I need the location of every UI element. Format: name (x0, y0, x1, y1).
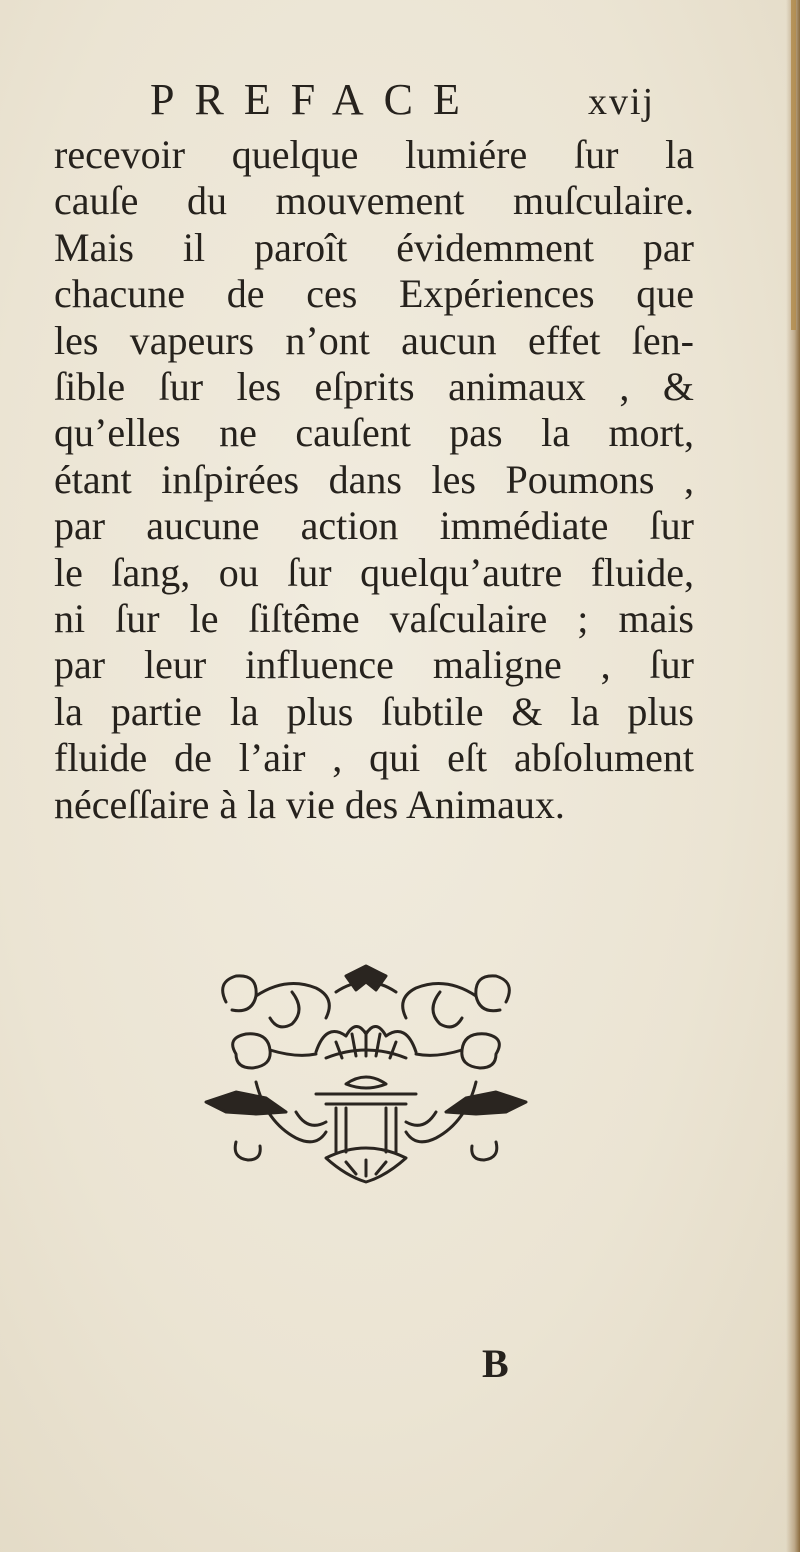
body-text (54, 132, 694, 828)
text-line: par aucune action immédiate ſur (54, 503, 694, 549)
running-title: PREFACE (150, 75, 480, 124)
text-line: le ſang, ou ſur quelqu’autre fluide, (54, 549, 694, 595)
text-line: Mais il paroît évidemment par (54, 224, 694, 270)
page-header (150, 70, 690, 130)
page-edge-binding (791, 0, 796, 330)
text-line: néceſſaire à la vie des Animaux. (54, 781, 565, 827)
text-line: par leur influence maligne , ſur (54, 642, 694, 688)
text-line: ſible ſur les eſprits animaux , & (54, 364, 694, 410)
text-line: étant inſpirées dans les Poumons , (54, 456, 694, 502)
floral-tailpiece-ornament-icon (196, 962, 536, 1200)
text-line: ni ſur le ſiſtême vaſculaire ; mais (54, 596, 694, 642)
text-line: chacune de ces Expériences que (54, 271, 694, 317)
text-line: qu’elles ne cauſent pas la mort, (54, 410, 694, 456)
signature-mark: B (482, 1341, 509, 1386)
text-line: cauſe du mouvement muſculaire. (54, 178, 694, 224)
text-line: recevoir quelque lumiére ſur la (54, 132, 694, 177)
text-line: les vapeurs n’ont aucun effet ſen- (54, 317, 694, 363)
text-line: la partie la plus ſubtile & la plus (54, 688, 694, 734)
page-number: xvij (588, 81, 656, 123)
text-line: fluide de l’air , qui eſt abſolument (54, 735, 694, 781)
